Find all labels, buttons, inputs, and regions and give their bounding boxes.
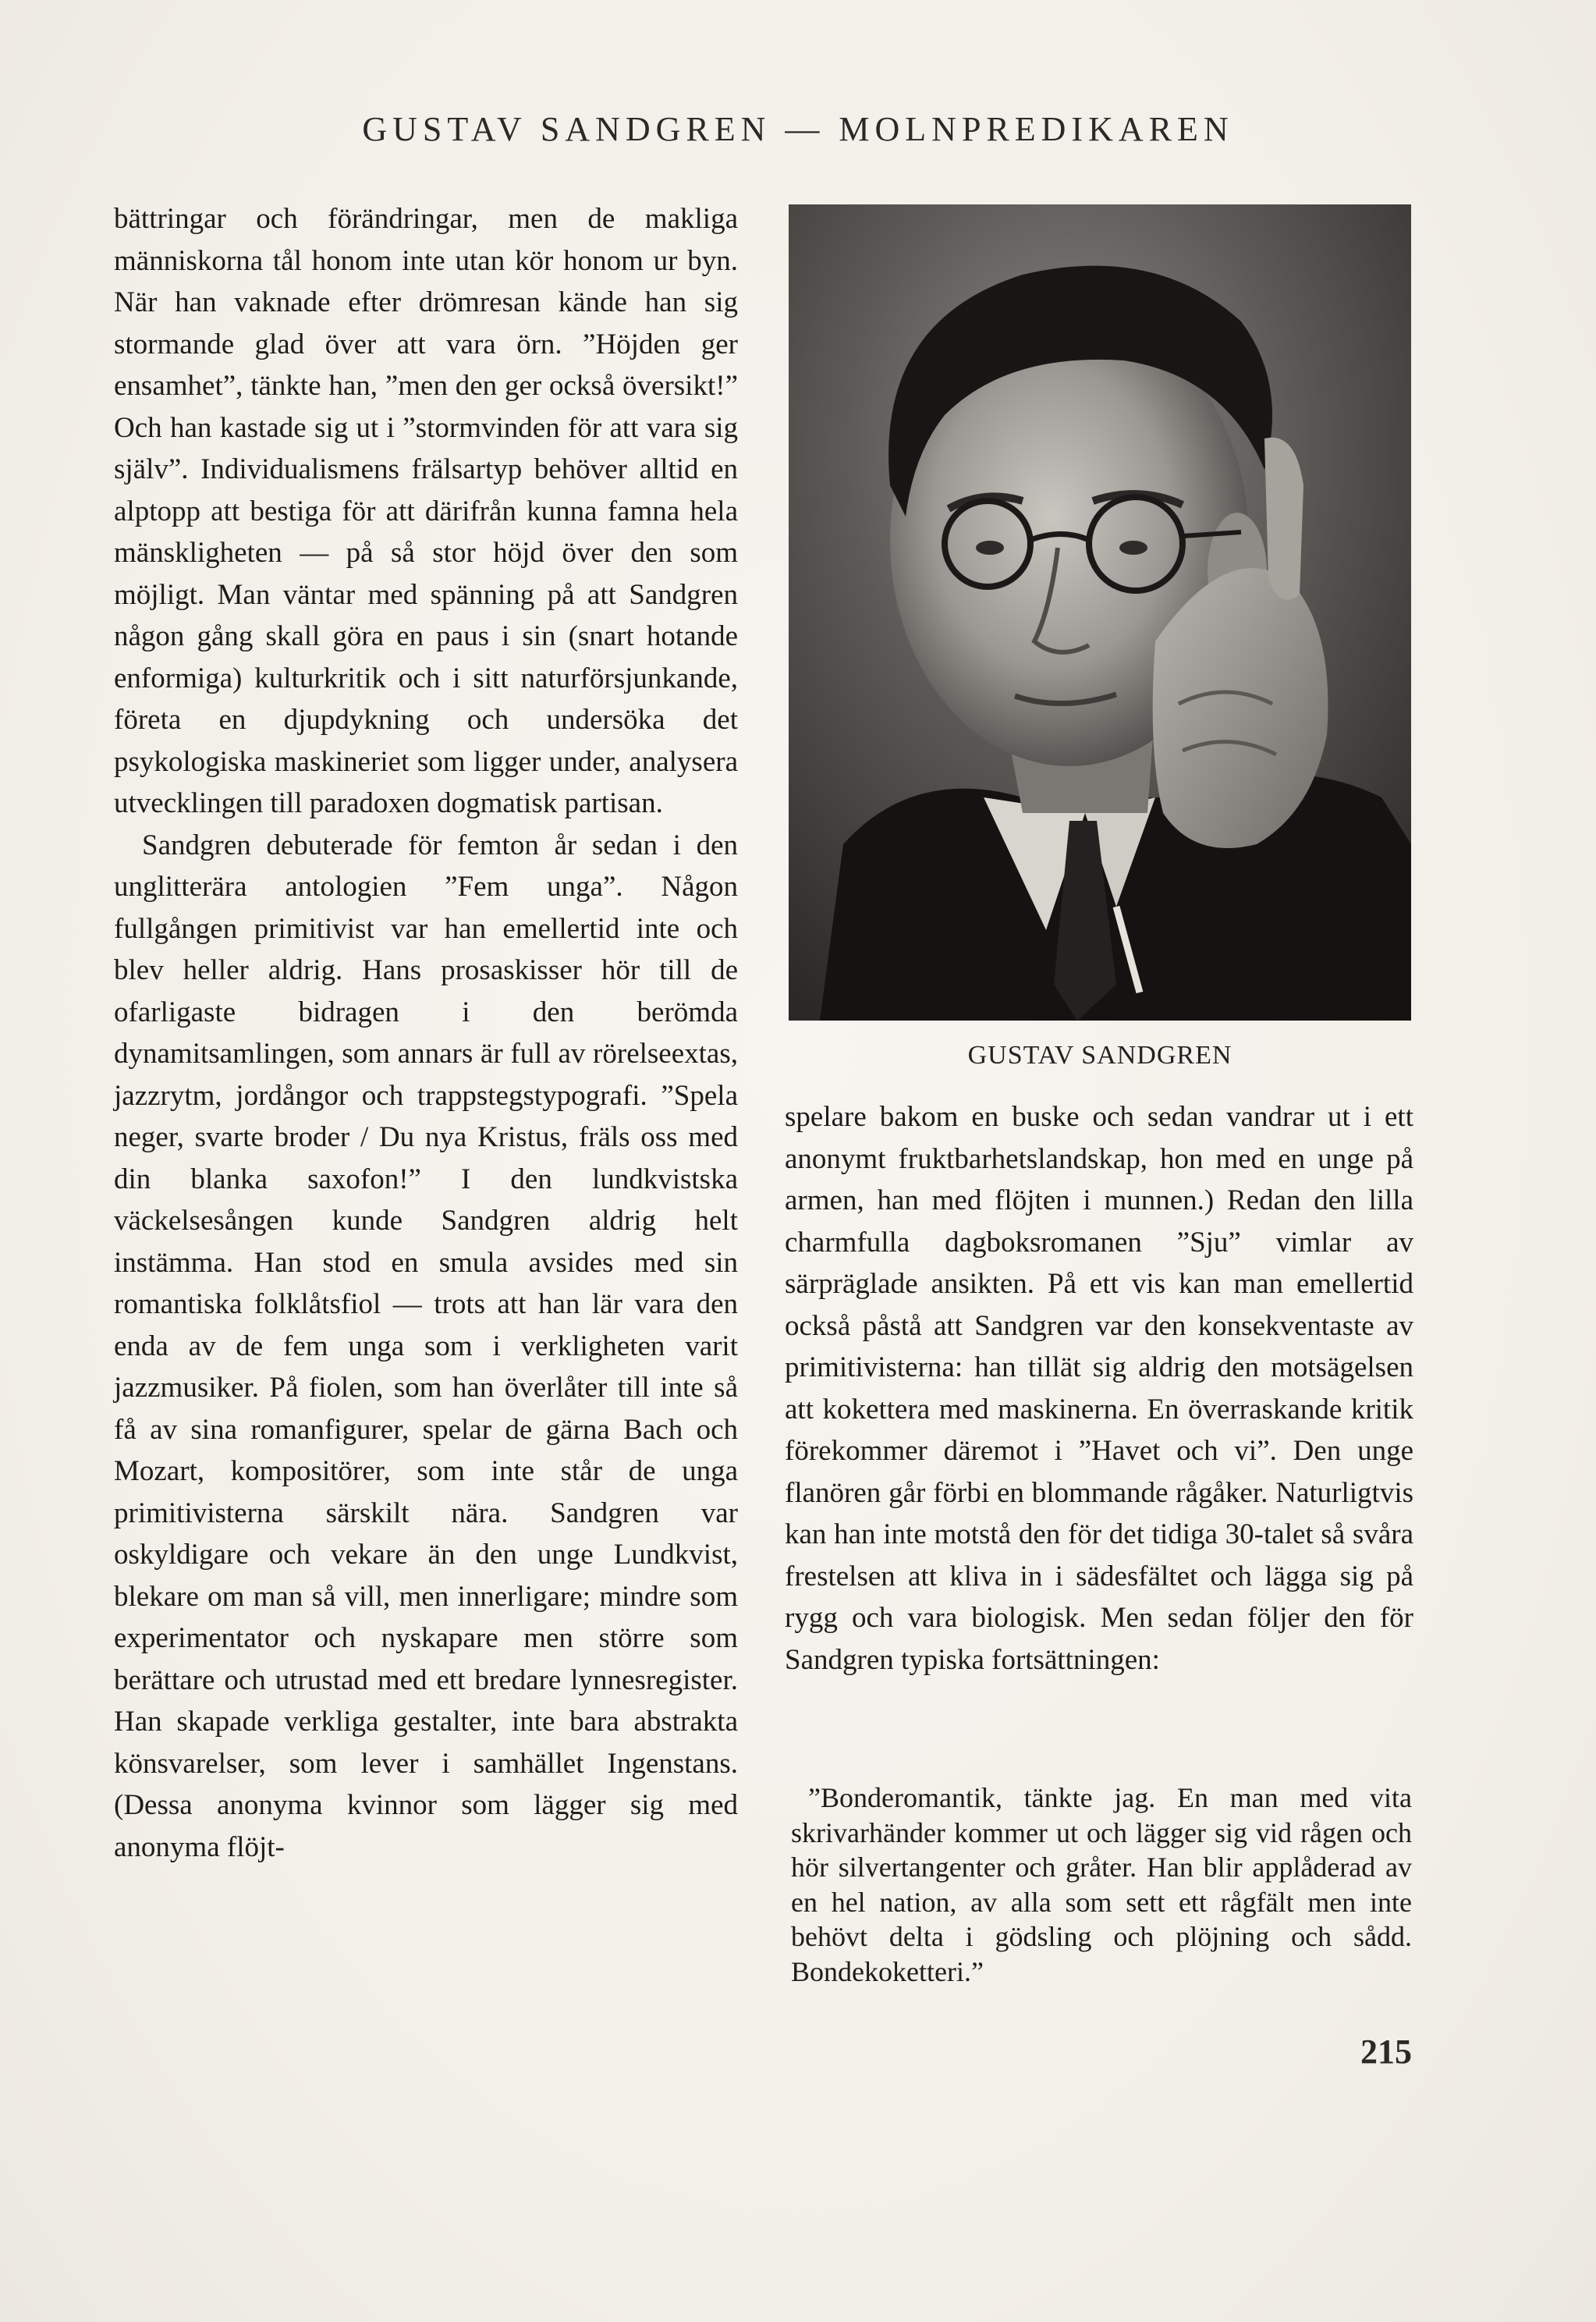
body-paragraph: bättringar och förändringar, men de makliga människorna tål honom inte utan kör honom ur byn. När han vaknade efter drömresan kände han sig stormande glad över att vara örn. ”Höjden ger ensamhet”, tänkte han, ”men den ger också översikt!” Och han kastade sig ut i ”stormvinden för att vara sig själv”. Individualismens frälsartyp behöver alltid en alptopp att bestiga för att därifrån kunna famna hela mänskligheten — på så stor höjd över den som möjligt. Man väntar med spänning på att Sandgren någon gång skall göra en paus i sin (snart hotande enformiga) kulturkritik och i sitt naturförsjunkande, företa en djupdykning och undersöka det psykologiska maskineriet som ligger under, analysera utvecklingen till paradoxen dogmatisk partisan.: [114, 203, 738, 819]
block-quote: ”Bonderomantik, tänkte jag. En man med vita skrivarhänder kommer ut och lägger sig vid rågen och hör silvertangenter och gråter. Han blir applåderad av en hel nation, av alla som sett ett rågfält men inte behövt delta i gödsling och plöjning och sådd. Bondekoketteri.”: [791, 1782, 1412, 1987]
photo-caption: GUSTAV SANDGREN: [967, 1041, 1232, 1070]
left-column: [114, 198, 738, 1868]
author-portrait-photo: [789, 204, 1411, 1021]
body-paragraph: Sandgren debuterade för femton år sedan i den unglitterära antologien ”Fem unga”. Någon fullgången primitivist var han emellertid inte och blev heller aldrig. Hans prosaskisser hör till de ofarligaste bidragen i den berömda dynamitsamlingen, som annars är full av rörelseextas, jazzrytm, jordångor och trappstegstypografi. ”Spela neger, svarte broder / Du nya Kristus, fräls oss med din blanka saxofon!” I den lundkvistska väckelsesången kunde Sandgren aldrig helt instämma. Han stod en smula avsides med sin romantiska folklåtsfiol — trots att han lär vara den enda av de fem unga som i verkligheten varit jazzmusiker. På fiolen, som han överlåter till inte så få av sina romanfigurer, spelar de gärna Bach och Mozart, kompositörer, som inte står de unga primitivisterna särskilt nära. Sandgren var oskyldigare och vekare än den unge Lundkvist, blekare om man så vill, men innerligare; mindre som experimentator och nyskapare men större som berättare och utrustad med ett bredare lynnesregister. Han skapade verkliga gestalter, inte bara abstrakta könsvarelser, som lever i samhället Ingenstans. (Dessa anonyma kvinnor som lägger sig med anonyma flöjt-: [114, 829, 738, 1863]
portrait-image: [789, 204, 1411, 1021]
right-column: [785, 1096, 1413, 1681]
page-number: 215: [1360, 2033, 1412, 2071]
running-head: GUSTAV SANDGREN — MOLNPREDIKAREN: [362, 110, 1234, 148]
body-paragraph: spelare bakom en buske och sedan vandrar ut i ett anonymt fruktbarhetslandskap, hon med en unge på armen, han med flöjten i munnen.) Redan den lilla charmfulla dagboksromanen ”Sju” vimlar av särpräglade ansikten. På ett vis kan man emellertid också påstå att Sandgren var den konsekventaste av primitivisterna: han tillät sig aldrig den motsägelsen att kokettera med maskinerna. En överraskande kritik förekommer däremot i ”Havet och vi”. Den unge flanören går förbi en blommande rågåker. Naturligtvis kan han inte motstå den för det tidiga 30-talet så svåra frestelsen att kliva in i sädesfältet och lägga sig på rygg och vara biologisk. Men sedan följer den för Sandgren typiska fortsättningen:: [785, 1101, 1413, 1676]
